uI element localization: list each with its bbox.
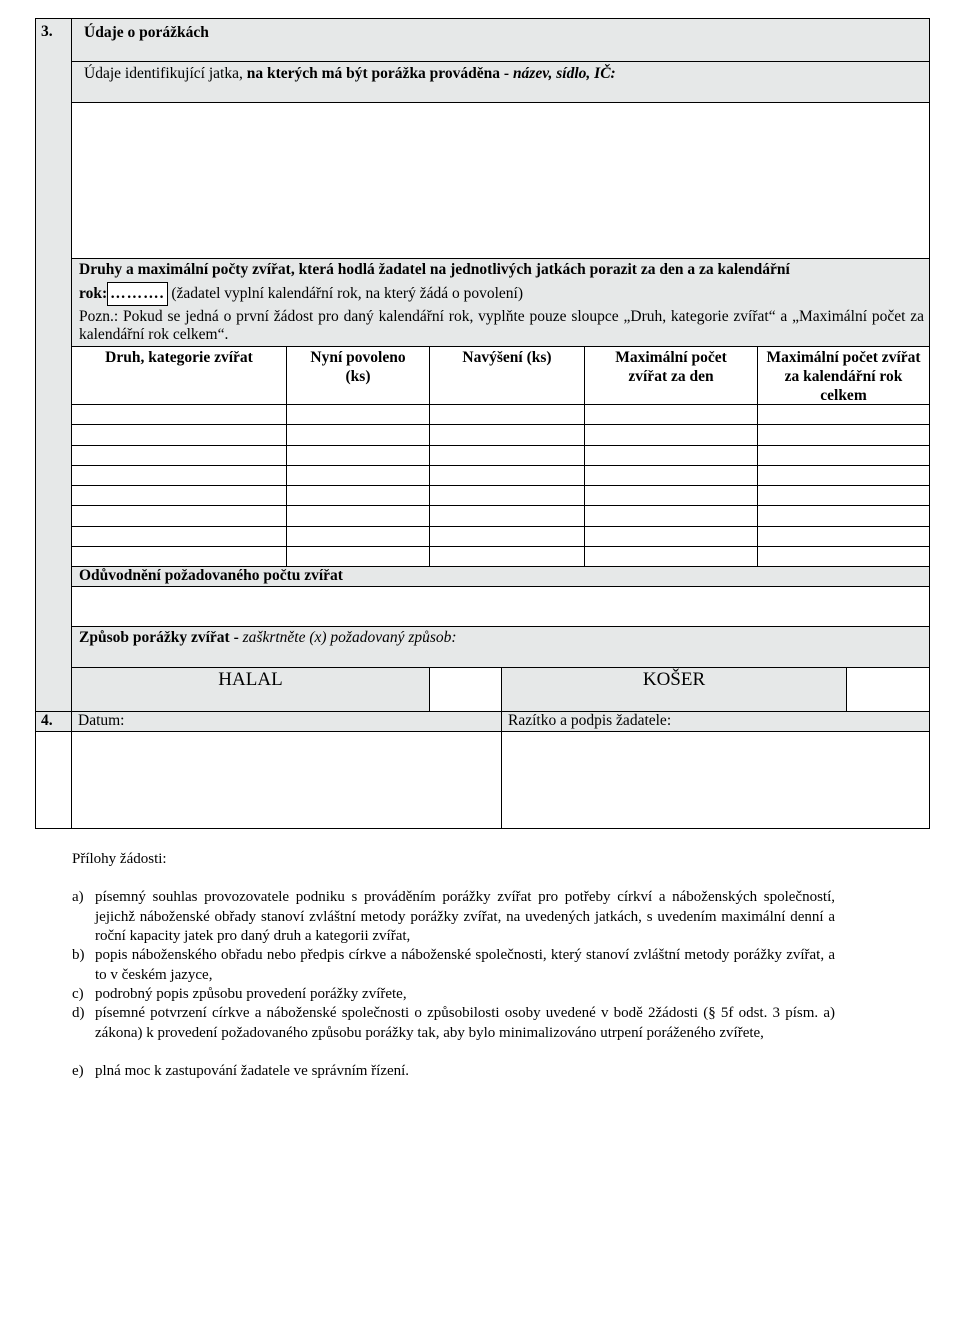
attachment-item-b bbox=[72, 946, 835, 986]
table-cell[interactable] bbox=[757, 404, 930, 425]
table-cell[interactable] bbox=[584, 505, 758, 527]
attachment-label: d) bbox=[72, 1005, 85, 1021]
attachment-label: a) bbox=[72, 889, 84, 905]
attachment-text: popis náboženského obřadu nebo předpis církve a náboženské společnosti, který stanoví zvláštní metody porážky zvířat, a to v českém jazyce, bbox=[95, 947, 835, 983]
section-3-number: 3. bbox=[41, 23, 53, 40]
table-cell[interactable] bbox=[584, 546, 758, 567]
justification-title: Odůvodnění požadovaného počtu zvířat bbox=[79, 567, 343, 584]
table-cell[interactable] bbox=[286, 526, 430, 547]
table-cell[interactable] bbox=[286, 465, 430, 486]
attachment-text: podrobný popis způsobu provedení porážky zvířete, bbox=[95, 986, 407, 1002]
attachment-item-c bbox=[72, 985, 835, 1005]
stamp-signature-area[interactable] bbox=[501, 731, 930, 829]
pozn-note: Pozn.: Pokud se jedná o první žádost pro daný kalendářní rok, vyplňte pouze sloupce „Druh, kategorie zvířat“ a „Maximální počet za kalendářní rok celkem“. bbox=[79, 308, 924, 343]
method-title-italic: zaškrtněte (x) požadovaný způsob: bbox=[242, 629, 457, 646]
table-cell[interactable] bbox=[286, 485, 430, 506]
table-cell[interactable] bbox=[429, 424, 585, 446]
table-cell[interactable] bbox=[584, 485, 758, 506]
table-cell[interactable] bbox=[71, 505, 287, 527]
attachment-label: c) bbox=[72, 986, 84, 1002]
identification-italic: název, sídlo, IČ: bbox=[512, 65, 616, 82]
section-number-column bbox=[35, 18, 72, 712]
table-cell[interactable] bbox=[584, 404, 758, 425]
table-cell[interactable] bbox=[71, 404, 287, 425]
table-cell[interactable] bbox=[286, 445, 430, 466]
stamp-label: Razítko a podpis žadatele: bbox=[508, 712, 672, 729]
table-cell[interactable] bbox=[429, 526, 585, 547]
table-cell[interactable] bbox=[429, 465, 585, 486]
method-title-bold: Způsob porážky zvířat - bbox=[79, 629, 243, 646]
date-label: Datum: bbox=[78, 712, 125, 729]
justification-row bbox=[71, 566, 930, 587]
table-cell[interactable] bbox=[429, 505, 585, 527]
table-cell[interactable] bbox=[286, 404, 430, 425]
identification-label-row bbox=[71, 61, 930, 103]
attachment-item-d bbox=[72, 1004, 835, 1064]
table-cell[interactable] bbox=[71, 465, 287, 486]
table-cell[interactable] bbox=[584, 526, 758, 547]
table-cell[interactable] bbox=[757, 546, 930, 567]
attachment-text: písemný souhlas provozovatele podniku s prováděním porážky zvířat pro potřeby církví a náboženských společností, jejichž náboženské obřady stanoví zvláštní metody porážky zvířat, na uvedených jatkách, s uvedením maximální denní a roční kapacity jatek pro daný druh a kategorii zvířat, bbox=[95, 889, 835, 944]
table-cell[interactable] bbox=[71, 424, 287, 446]
table-cell[interactable] bbox=[757, 485, 930, 506]
identification-label bbox=[84, 65, 616, 83]
table-cell[interactable] bbox=[757, 424, 930, 446]
table-cell[interactable] bbox=[584, 424, 758, 446]
table-header-max-rok: Maximální počet zvířat za kalendářní rok celkem bbox=[757, 346, 930, 405]
date-input-area[interactable] bbox=[71, 731, 502, 829]
table-cell[interactable] bbox=[584, 445, 758, 466]
attachment-label: e) bbox=[72, 1063, 84, 1079]
table-header-navyseni: Navýšení (ks) bbox=[429, 346, 585, 405]
option-koser-text: KOŠER bbox=[642, 669, 706, 690]
method-row bbox=[71, 626, 930, 668]
table-cell[interactable] bbox=[71, 546, 287, 567]
attachment-label: b) bbox=[72, 947, 85, 963]
section-title-row bbox=[71, 18, 930, 62]
attachments-title: Přílohy žádosti: bbox=[72, 851, 167, 867]
option-halal-checkbox[interactable] bbox=[429, 667, 502, 712]
year-line bbox=[79, 282, 523, 306]
table-cell[interactable] bbox=[71, 526, 287, 547]
year-label: rok: bbox=[79, 285, 108, 302]
identification-input-area[interactable] bbox=[71, 102, 930, 259]
table-cell[interactable] bbox=[429, 404, 585, 425]
table-header-max-den: Maximální počet zvířat za den bbox=[584, 346, 758, 405]
table-cell[interactable] bbox=[757, 526, 930, 547]
counts-title: Druhy a maximální počty zvířat, která hodlá žadatel na jednotlivých jatkách porazit za den a za kalendářní bbox=[79, 261, 790, 278]
option-koser-checkbox[interactable] bbox=[846, 667, 930, 712]
section-title: Údaje o porážkách bbox=[84, 24, 209, 41]
table-cell[interactable] bbox=[71, 485, 287, 506]
attachments-list bbox=[72, 888, 835, 1088]
attachment-text: plná moc k zastupování žadatele ve správním řízení. bbox=[95, 1063, 410, 1079]
table-cell[interactable] bbox=[71, 445, 287, 466]
option-halal-label bbox=[71, 667, 430, 712]
table-header-nyni: Nyní povoleno (ks) bbox=[286, 346, 430, 405]
year-note: (žadatel vyplní kalendářní rok, na který žádá o povolení) bbox=[167, 285, 524, 302]
attachment-text: písemné potvrzení církve a náboženské společnosti o způsobilosti osoby uvedené v bodě 2žádosti (§ 5f odst. 3 písm. a) zákona) k provedení požadovaného způsobu porážky tak, aby bylo minimalizováno utrpení poráženého zvířete, bbox=[95, 1005, 835, 1041]
table-cell[interactable] bbox=[286, 546, 430, 567]
table-cell[interactable] bbox=[757, 465, 930, 486]
table-header-druh: Druh, kategorie zvířat bbox=[71, 346, 287, 405]
table-cell[interactable] bbox=[429, 485, 585, 506]
identification-bold: na kterých má být porážka prováděna - bbox=[246, 65, 513, 82]
justification-input-area[interactable] bbox=[71, 586, 930, 627]
attachment-item-e bbox=[72, 1062, 835, 1082]
section-4-number: 4. bbox=[41, 712, 53, 729]
stamp-label-cell bbox=[501, 711, 930, 732]
identification-prefix: Údaje identifikující jatka, bbox=[84, 65, 247, 82]
date-label-cell bbox=[71, 711, 502, 732]
attachment-item-a bbox=[72, 888, 835, 948]
section-4-number-blank bbox=[35, 731, 72, 829]
option-koser-label bbox=[501, 667, 847, 712]
table-cell[interactable] bbox=[757, 445, 930, 466]
method-title bbox=[79, 629, 457, 647]
section-4-number-cell bbox=[35, 711, 72, 732]
counts-description bbox=[71, 258, 930, 347]
table-cell[interactable] bbox=[286, 424, 430, 446]
table-cell[interactable] bbox=[584, 465, 758, 486]
option-halal-text: HALAL bbox=[218, 669, 283, 690]
table-cell[interactable] bbox=[757, 505, 930, 527]
table-cell[interactable] bbox=[429, 445, 585, 466]
table-cell[interactable] bbox=[286, 505, 430, 527]
year-input[interactable]: ………. bbox=[107, 282, 167, 306]
table-cell[interactable] bbox=[429, 546, 585, 567]
